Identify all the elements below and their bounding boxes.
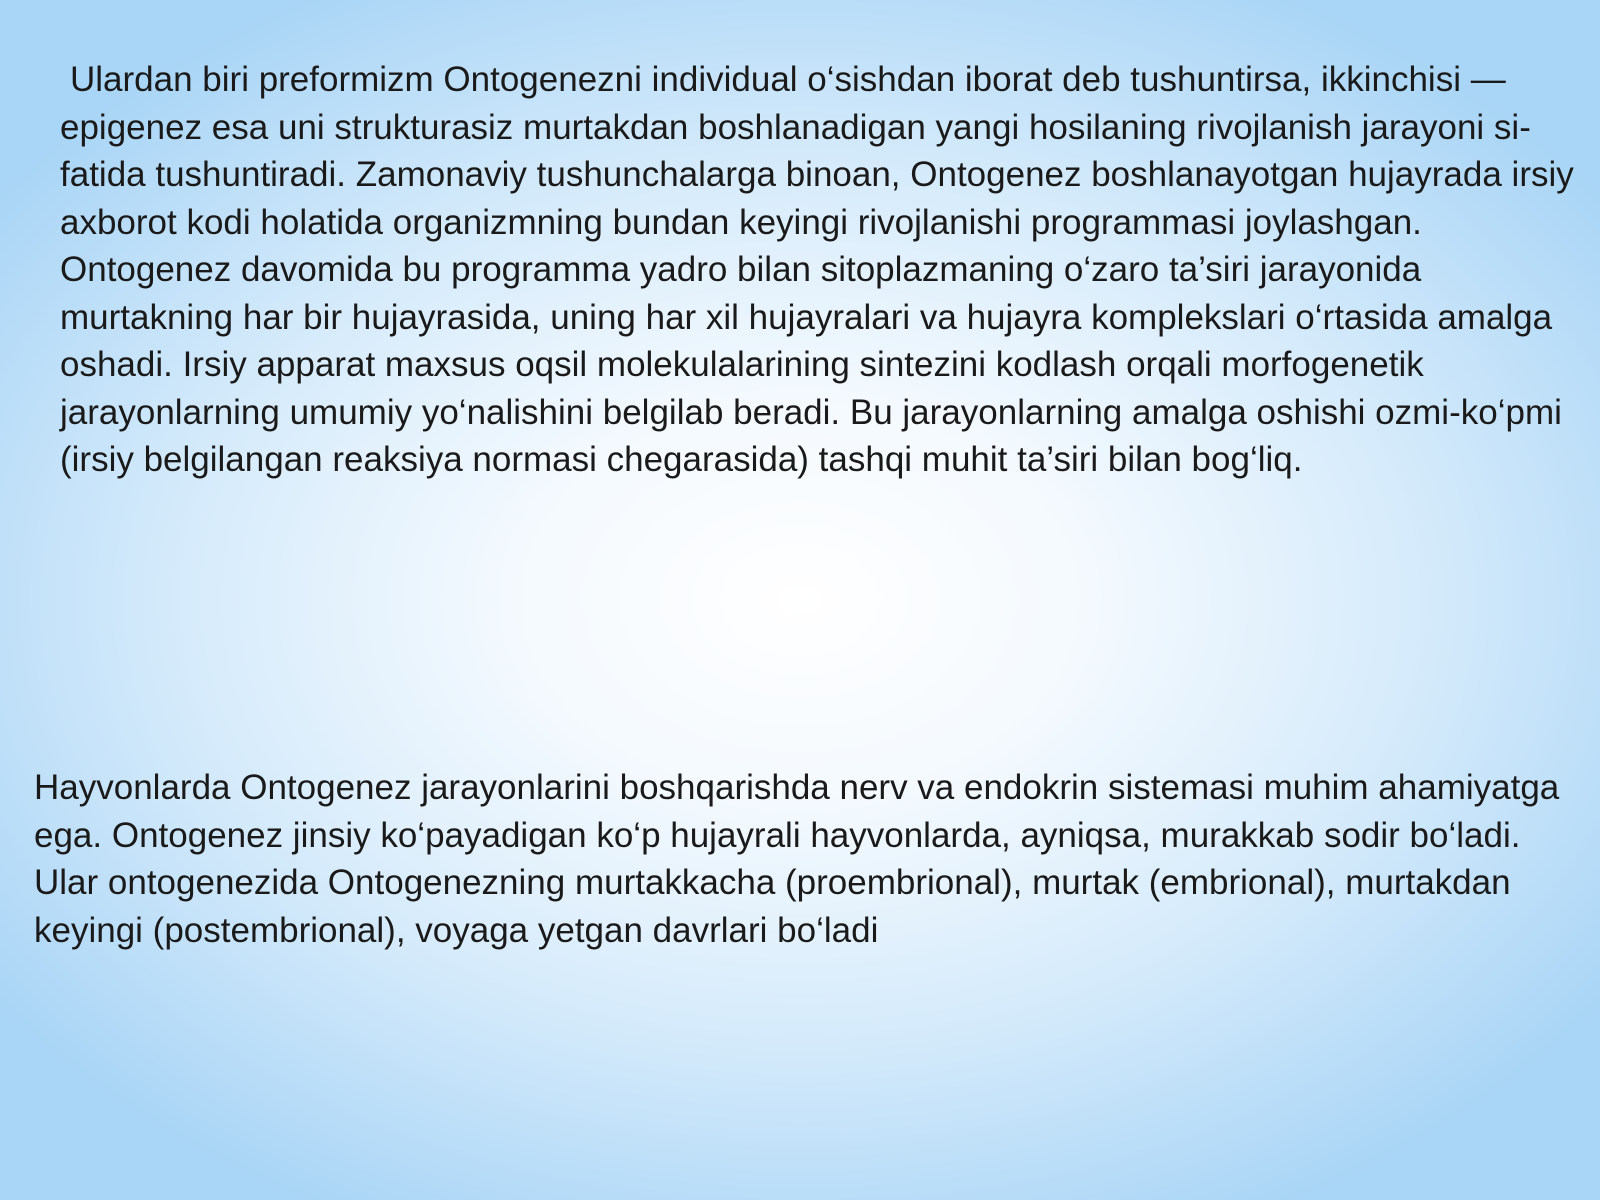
body-paragraph-animal-ontogenesis: Hayvonlarda Ontogenez jarayonlarini boshqarishda nerv va endokrin sistemasi muhim ahamiyatga ega. Ontogenez jinsiy ko‘payadigan ko‘p hujayrali hayvonlarda, ayniqsa, murakkab sodir bo‘ladi. Ular ontogenezida Ontogenezning murtakkacha (proembrional), murtak (embrional), murtakdan keyingi (postembrional), voyaga yetgan davrlari bo‘ladi [34,768,1560,950]
body-paragraph-ontogenesis-theories: Ulardan biri preformizm Ontogenezni individual o‘sishdan iborat deb tushuntirsa, ikkinchisi — epigenez esa uni strukturasiz murtakdan boshlanadigan yangi hosilaning rivojlanish jarayoni si-fatida tushuntiradi. Zamonaviy tushunchalarga binoan, Ontogenez boshlanayotgan hujayrada irsiy axborot kodi holatida organizmning bundan keyingi rivojlanishi programmasi joylashgan. Ontogenez davomida bu programma yadro bilan sitoplazmaning o‘zaro ta’siri jarayonida murtakning har bir hujayrasida, uning har xil hujayralari va hujayra komplekslari o‘rtasida amalga oshadi. Irsiy apparat maxsus oqsil molekulalarining sintezini kodlash orqali morfogenetik jarayonlarning umumiy yo‘nalishini belgilab beradi. Bu jarayonlarning amalga oshishi ozmi-ko‘pmi (irsiy belgilangan reaksiya normasi chegarasida) tashqi muhit ta’siri bilan bog‘liq. [60,60,1574,479]
